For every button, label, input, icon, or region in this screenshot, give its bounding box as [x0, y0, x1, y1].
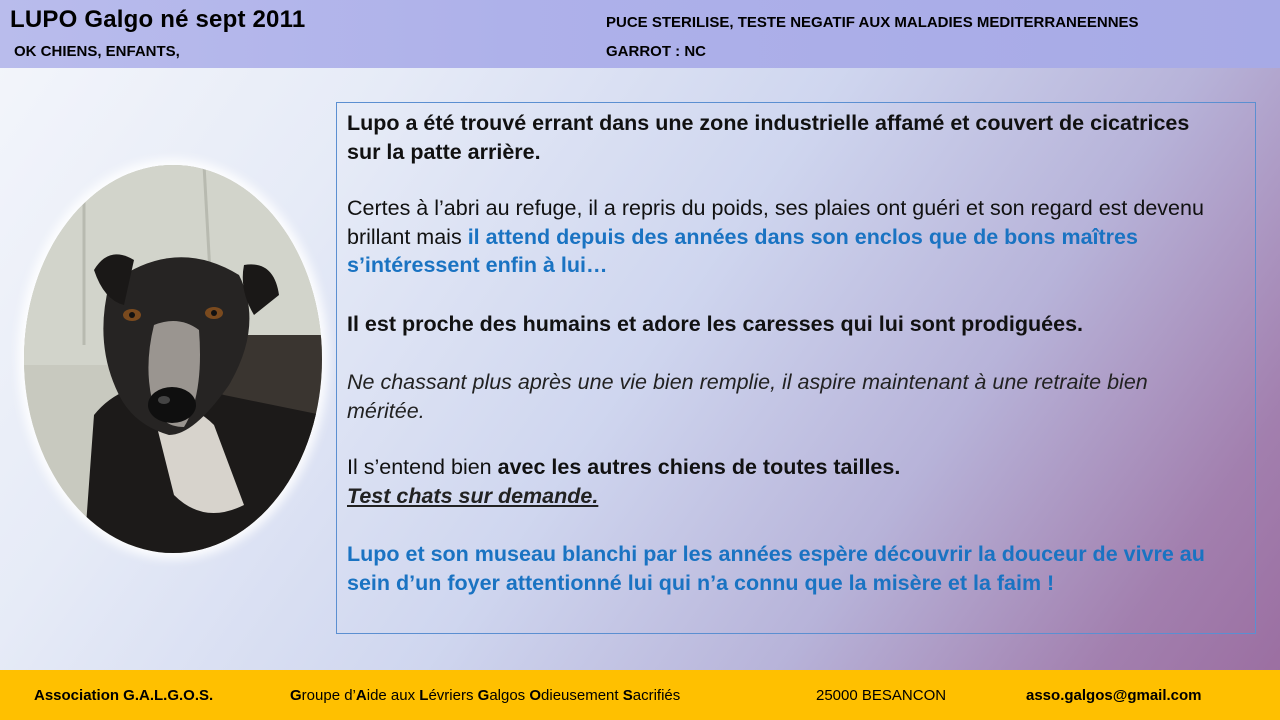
health-info: PUCE STERILISE, TESTE NEGATIF AUX MALADIES MEDITERRANEENNES	[606, 14, 1139, 31]
contact-email[interactable]: asso.galgos@gmail.com	[1026, 687, 1202, 704]
description-paragraph-4-bold: avec les autres chiens de toutes tailles.	[497, 455, 901, 479]
dog-photo	[24, 165, 322, 553]
description-paragraph-2-highlight: il attend depuis des années dans son enclos que de bons maîtres s’intéressent enfin à lui…	[347, 224, 1138, 277]
height-info: GARROT : NC	[606, 43, 706, 60]
dog-name-title: LUPO Galgo né sept 2011	[10, 6, 306, 33]
description-paragraph-3-bold: Il est proche des humains et adore les caresses qui lui sont prodiguées.	[347, 312, 1084, 336]
description-paragraph-4	[347, 453, 1247, 482]
description-paragraph-5: Lupo et son museau blanchi par les années espère découvrir la douceur de vivre au sein d’un foyer attentionné lui qui n’a connu que la misère et la faim !	[347, 542, 1205, 595]
compatibility-subtitle: OK CHIENS, ENFANTS,	[14, 43, 180, 60]
header-banner	[0, 0, 1280, 68]
association-name: Association G.A.L.G.O.S.	[34, 687, 214, 704]
description-paragraph-2-text: Certes à l’abri au refuge, il a repris du poids, ses plaies ont guéri et son regard est devenu brillant mais	[347, 196, 1204, 249]
cat-test-note: Test chats sur demande.	[347, 484, 599, 508]
association-full-name: Groupe d’Aide aux Lévriers Galgos Odieusement Sacrifiés	[290, 687, 681, 704]
footer-banner	[0, 670, 1280, 720]
description-paragraph-2	[347, 194, 1243, 280]
description-box	[336, 102, 1256, 634]
description-paragraph-4-text: Il s’entend bien	[347, 455, 498, 479]
description-paragraph-3-italic: Ne chassant plus après une vie bien remplie, il aspire maintenant à une retraite bien méritée.	[347, 370, 1148, 423]
description-paragraph-1: Lupo a été trouvé errant dans une zone industrielle affamé et couvert de cicatrices sur la patte arrière.	[347, 111, 1190, 164]
dog-photo-icon	[24, 165, 322, 553]
association-city: 25000 BESANCON	[816, 687, 947, 704]
